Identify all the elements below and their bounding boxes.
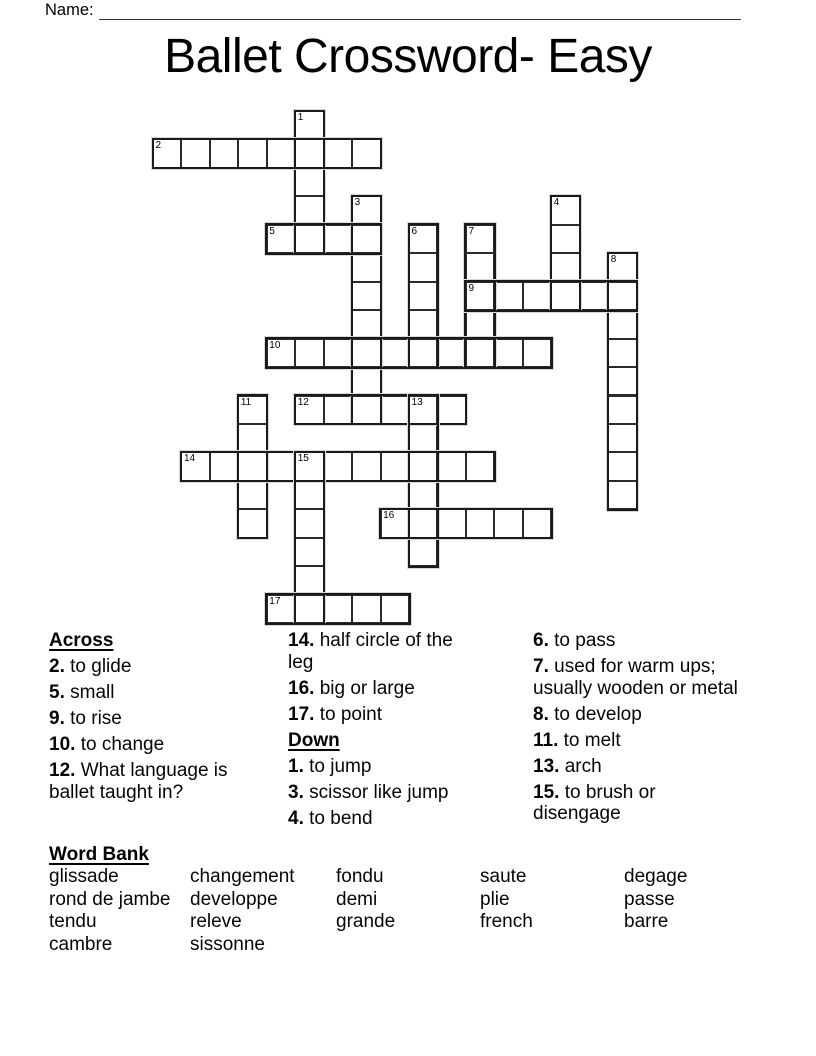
grid-cell[interactable] — [465, 309, 495, 339]
word-bank-item: developpe — [190, 888, 278, 910]
grid-clue-number: 8 — [610, 254, 617, 266]
grid-cell[interactable] — [408, 252, 438, 282]
clue-number: 8. — [533, 703, 549, 725]
grid-cell[interactable] — [294, 167, 324, 197]
grid-cell[interactable] — [237, 138, 267, 168]
grid-cell[interactable] — [323, 138, 353, 168]
grid-cell[interactable] — [437, 508, 467, 538]
clue-7: 7. used for warm ups; usually wooden or metal — [533, 656, 738, 699]
grid-cell[interactable] — [294, 338, 324, 368]
grid-cell[interactable] — [266, 451, 296, 481]
grid-cell[interactable] — [294, 565, 324, 595]
grid-cell[interactable] — [465, 451, 495, 481]
grid-cell[interactable] — [237, 423, 267, 453]
grid-cell[interactable] — [351, 224, 381, 254]
clues-column-1 — [49, 630, 263, 808]
grid-cell[interactable] — [493, 338, 523, 368]
word-bank-column-1 — [49, 866, 170, 956]
grid-cell[interactable] — [437, 338, 467, 368]
clue-number: 12. — [49, 760, 76, 781]
word-bank-item: glissade — [49, 866, 119, 887]
grid-cell[interactable] — [465, 252, 495, 282]
grid-cell[interactable] — [380, 395, 410, 425]
grid-cell[interactable] — [351, 451, 381, 481]
clue-number: 10. — [49, 734, 76, 755]
grid-clue-number: 10 — [269, 339, 281, 351]
clue-13: 13. arch — [533, 755, 602, 777]
grid-cell[interactable] — [408, 281, 438, 311]
word-bank-item: demi — [336, 888, 378, 910]
clue-9: 9. to rise — [49, 708, 122, 729]
clue-number: 17. — [288, 703, 315, 725]
clues-column-2 — [288, 630, 468, 834]
clue-8: 8. to develop — [533, 703, 642, 725]
word-bank-column-5 — [624, 866, 687, 934]
word-bank-item: grande — [336, 911, 396, 933]
grid-cell[interactable] — [607, 451, 637, 481]
grid-cell[interactable] — [323, 338, 353, 368]
page-title: Ballet Crossword- Easy — [164, 30, 652, 83]
clue-number: 4. — [288, 807, 304, 829]
grid-cell[interactable] — [408, 537, 438, 567]
clues-column-3 — [533, 630, 741, 829]
clue-number: 14. — [288, 630, 315, 651]
grid-cell[interactable] — [323, 451, 353, 481]
grid-cell[interactable] — [351, 366, 381, 396]
grid-cell[interactable] — [408, 338, 438, 368]
grid-cell[interactable] — [465, 508, 495, 538]
grid-cell[interactable] — [180, 138, 210, 168]
clue-number: 7. — [533, 656, 549, 677]
clue-number: 6. — [533, 630, 549, 651]
grid-clue-number: 11 — [240, 396, 252, 408]
clue-16: 16. big or large — [288, 677, 415, 699]
grid-cell[interactable] — [607, 309, 637, 339]
grid-clue-number: 5 — [269, 225, 275, 237]
clue-3: 3. scissor like jump — [288, 781, 449, 803]
grid-cell[interactable] — [380, 451, 410, 481]
grid-cell[interactable] — [437, 451, 467, 481]
grid-clue-number: 14 — [183, 453, 196, 465]
grid-clue-number: 15 — [297, 453, 309, 465]
grid-cell[interactable] — [209, 451, 239, 481]
word-bank-item: rond de jambe — [49, 888, 171, 910]
grid-cell[interactable] — [266, 138, 296, 168]
grid-cell[interactable] — [522, 338, 552, 368]
word-bank-header: Word Bank — [49, 844, 149, 865]
grid-cell[interactable] — [607, 423, 637, 453]
clue-12: 12. What language is ballet taught in? — [49, 760, 228, 803]
clue-number: 13. — [533, 755, 560, 777]
grid-cell[interactable] — [607, 281, 637, 311]
word-bank-item: french — [480, 911, 533, 933]
word-bank-column-2 — [190, 866, 295, 956]
clue-4: 4. to bend — [288, 807, 373, 829]
grid-cell[interactable] — [380, 338, 410, 368]
grid-cell[interactable] — [323, 395, 353, 425]
grid-clue-number: 9 — [468, 282, 474, 294]
clue-number: 11. — [533, 729, 559, 751]
grid-cell[interactable] — [294, 480, 324, 510]
grid-cell[interactable] — [323, 224, 353, 254]
grid-cell[interactable] — [351, 138, 381, 168]
grid-cell[interactable] — [294, 594, 324, 624]
grid-clue-number: 2 — [155, 140, 162, 152]
clue-6: 6. to pass — [533, 630, 616, 651]
grid-cell[interactable] — [351, 309, 381, 339]
word-bank-item: degage — [624, 866, 688, 887]
grid-clue-number: 4 — [553, 197, 560, 209]
grid-cell[interactable] — [408, 480, 438, 510]
grid-cell[interactable] — [493, 508, 523, 538]
grid-cell[interactable] — [294, 508, 324, 538]
grid-cell[interactable] — [408, 508, 438, 538]
clue-2: 2. to glide — [49, 656, 132, 677]
grid-cell[interactable] — [380, 594, 410, 624]
grid-clue-number: 13 — [411, 396, 423, 408]
word-bank-column-4 — [480, 866, 533, 934]
word-bank-column-3 — [336, 866, 395, 934]
word-bank-item: cambre — [49, 933, 113, 955]
clue-5: 5. small — [49, 682, 115, 703]
clue-number: 16. — [288, 677, 315, 699]
word-bank-item: tendu — [49, 911, 97, 933]
grid-cell[interactable] — [294, 537, 324, 567]
grid-cell[interactable] — [550, 224, 580, 254]
clue-11: 11. to melt — [533, 729, 621, 751]
grid-cell[interactable] — [607, 366, 637, 396]
grid-cell[interactable] — [351, 395, 381, 425]
grid-cell[interactable] — [294, 224, 324, 254]
word-bank-item: passe — [624, 888, 675, 910]
name-label: Name: — [45, 1, 94, 19]
grid-cell[interactable] — [351, 594, 381, 624]
grid-cell[interactable] — [294, 195, 324, 225]
grid-cell[interactable] — [550, 252, 580, 282]
grid-cell[interactable] — [209, 138, 239, 168]
grid-cell[interactable] — [607, 480, 637, 510]
word-bank-item: releve — [190, 911, 242, 933]
grid-cell[interactable] — [607, 338, 637, 368]
grid-cell[interactable] — [323, 594, 353, 624]
grid-cell[interactable] — [237, 480, 267, 510]
grid-cell[interactable] — [237, 508, 267, 538]
grid-cell[interactable] — [351, 281, 381, 311]
clue-number: 15. — [533, 781, 560, 803]
grid-clue-number: 1 — [297, 112, 304, 123]
word-bank-item: sissonne — [190, 933, 265, 955]
grid-cell[interactable] — [408, 423, 438, 453]
clue-15: 15. to brush or disengage — [533, 781, 656, 824]
across-header: Across — [49, 630, 114, 651]
grid-cell[interactable] — [550, 281, 580, 311]
grid-cell[interactable] — [522, 508, 552, 538]
grid-clue-number: 3 — [354, 197, 361, 209]
grid-cell[interactable] — [408, 451, 438, 481]
word-bank-item: changement — [190, 866, 295, 887]
clue-number: 2. — [49, 656, 65, 677]
grid-cell[interactable] — [522, 281, 552, 311]
grid-cell[interactable] — [465, 338, 495, 368]
down-header: Down — [288, 729, 340, 751]
grid-clue-number: 12 — [297, 396, 309, 408]
grid-clue-number: 17 — [269, 595, 281, 607]
clue-number: 1. — [288, 755, 304, 777]
grid-cell[interactable] — [579, 281, 609, 311]
grid-cell[interactable] — [294, 138, 324, 168]
word-bank-item: saute — [480, 866, 527, 887]
grid-cell[interactable] — [607, 395, 637, 425]
grid-cell[interactable] — [493, 281, 523, 311]
clue-number: 5. — [49, 682, 65, 703]
clue-1: 1. to jump — [288, 755, 372, 777]
clue-17: 17. to point — [288, 703, 383, 725]
grid-cell[interactable] — [351, 252, 381, 282]
clue-14: 14. half circle of the leg — [288, 630, 453, 673]
grid-clue-number: 6 — [411, 225, 418, 237]
grid-cell[interactable] — [437, 395, 467, 425]
clue-number: 3. — [288, 781, 304, 803]
clue-number: 9. — [49, 708, 65, 729]
word-bank-item: plie — [480, 888, 510, 910]
grid-cell[interactable] — [237, 451, 267, 481]
grid-cell[interactable] — [408, 309, 438, 339]
word-bank-item: fondu — [336, 866, 384, 887]
grid-cell[interactable] — [351, 338, 381, 368]
clue-10: 10. to change — [49, 734, 165, 755]
grid-clue-number: 16 — [383, 510, 395, 522]
grid-clue-number: 7 — [468, 225, 474, 237]
word-bank-item: barre — [624, 911, 669, 933]
